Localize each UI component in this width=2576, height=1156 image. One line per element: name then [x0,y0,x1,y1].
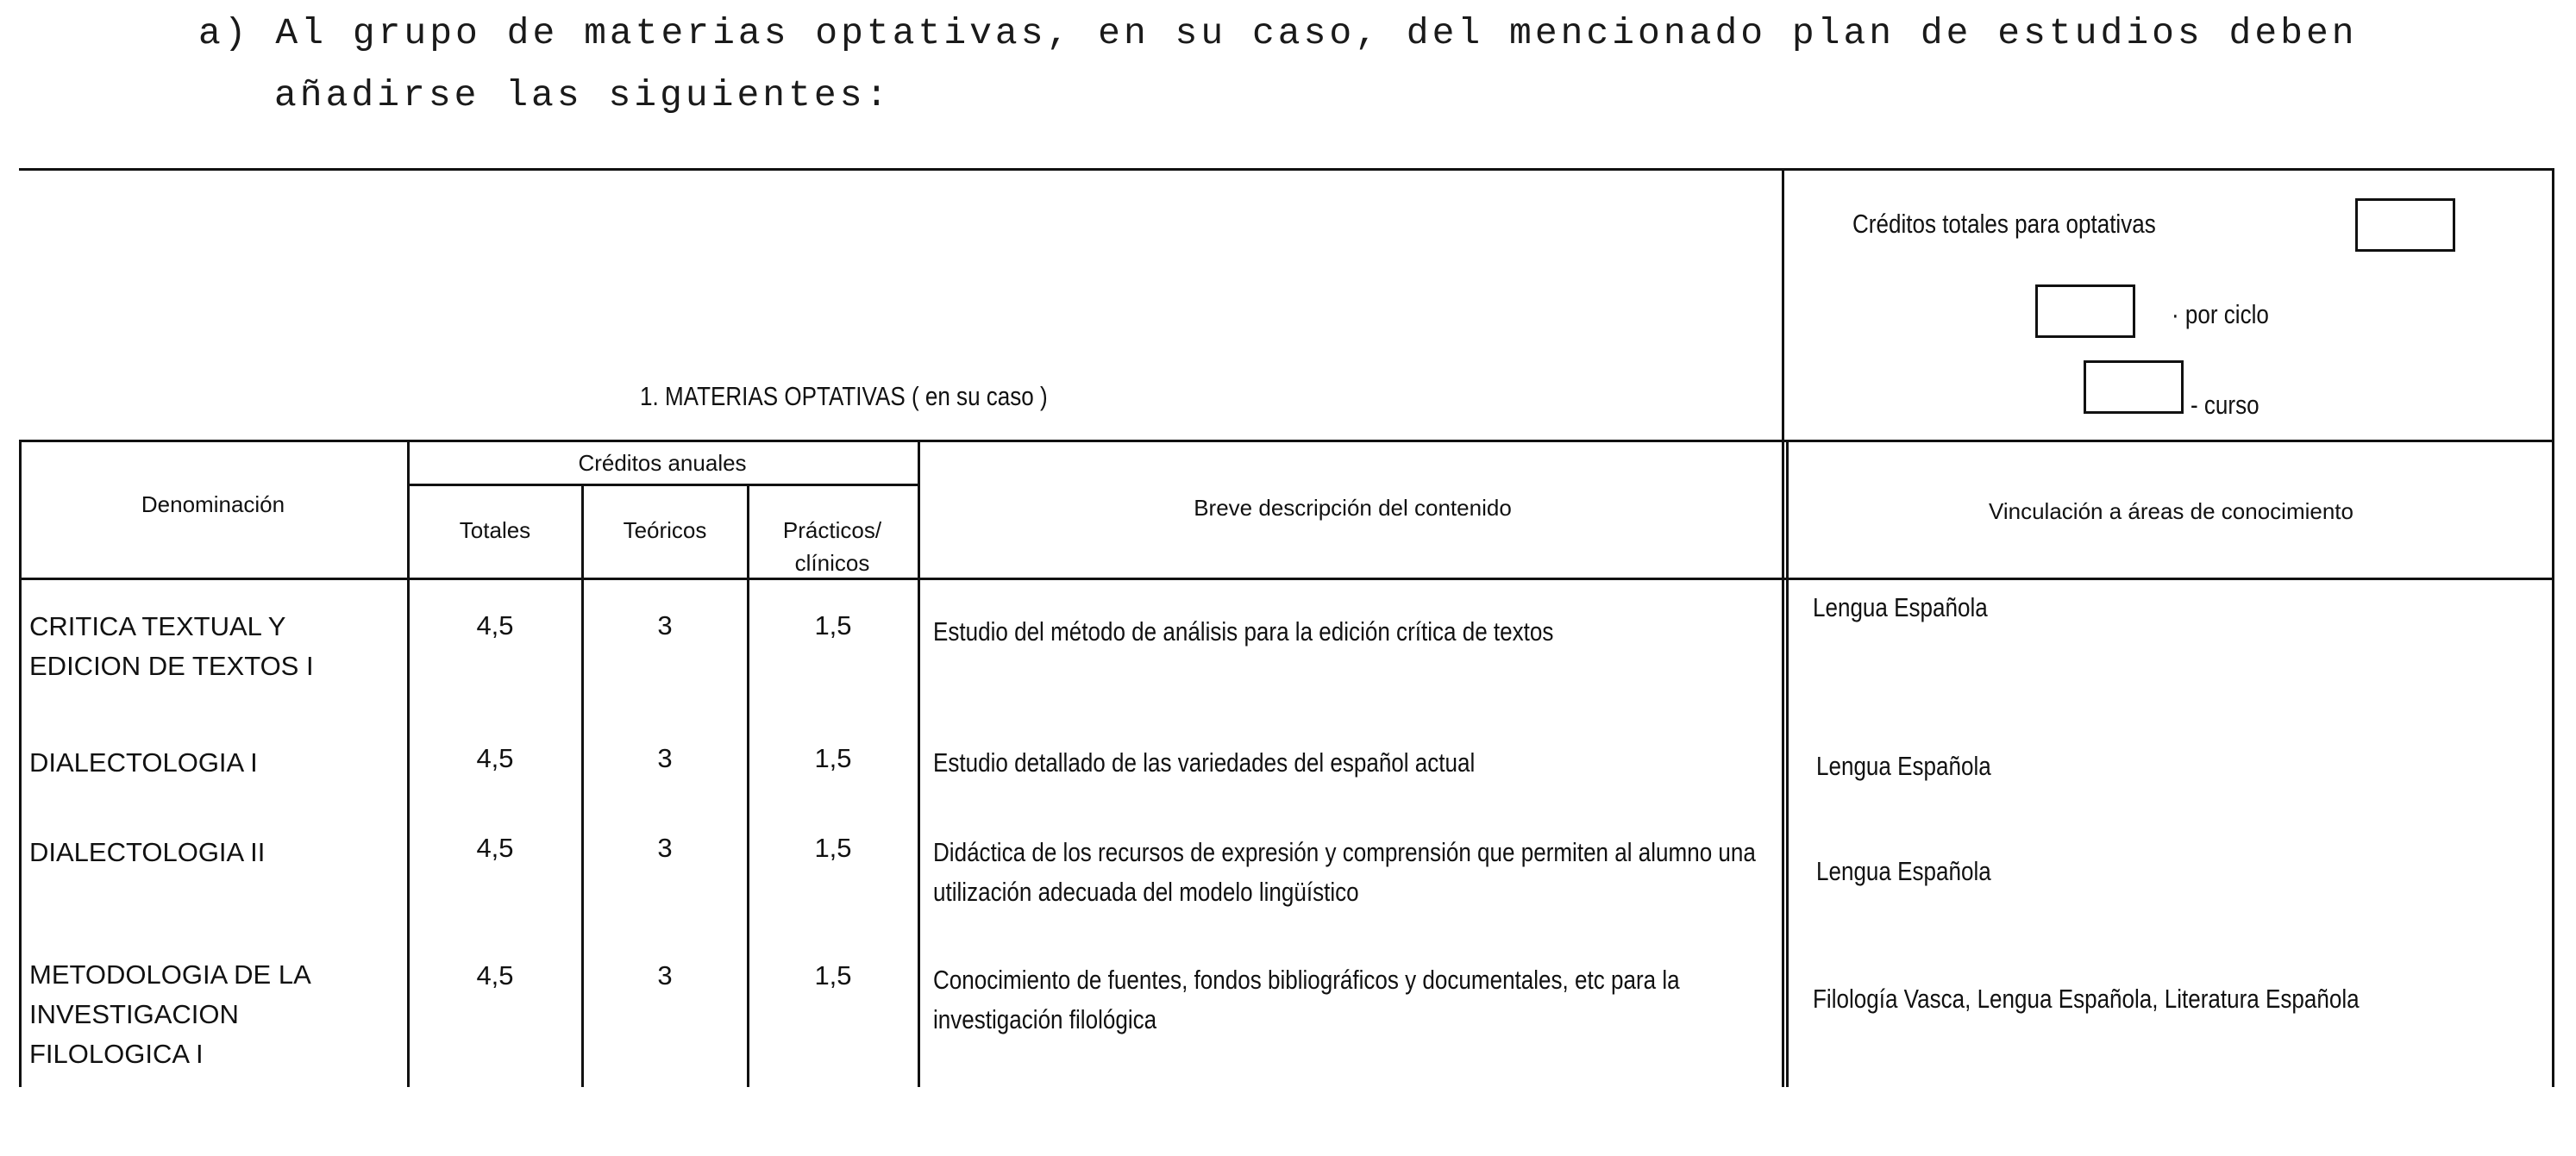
section-title: 1. MATERIAS OPTATIVAS ( en su caso ) [640,381,1048,411]
credits-totales: 4,5 [476,743,514,773]
credits-panel-divider [1782,168,1784,1087]
credits-practicos: 1,5 [814,610,852,640]
knowledge-areas: Lengua Española [1813,592,1988,622]
intro-line-1: a) Al grupo de materias optativas, en su caso, del mencionado plan de estudios deben [198,12,2358,54]
credits-group-underline [407,484,918,486]
subject-description: Estudio detallado de las variedades del español actual [933,747,1476,778]
col-header-denominacion: Denominación [141,491,285,517]
col-header-totales: Totales [459,517,531,543]
subject-name: DIALECTOLOGIA I [29,747,258,778]
col-divider-4 [918,440,920,1087]
col-divider-3 [747,484,749,1087]
col-header-vinculacion: Vinculación a áreas de conocimiento [1988,498,2353,524]
subject-description: Estudio del método de análisis para la edición crítica de textos [933,616,1554,647]
credits-teoricos: 3 [657,743,673,773]
knowledge-areas: Filología Vasca, Lengua Española, Literatura Española [1813,984,2360,1014]
per-cycle-label: · por ciclo [2172,299,2269,329]
table-header-bottom-border [19,578,2554,580]
total-credits-field[interactable] [2355,198,2455,252]
col-header-practicos: Prácticos/ clínicos [782,517,882,576]
intro-line-2: añadirse las siguientes: [274,74,892,116]
table-left-border [19,440,22,1087]
credits-totales: 4,5 [476,833,514,863]
col-header-descripcion: Breve descripción del contenido [1194,495,1512,521]
per-course-label: - curso [2191,390,2259,420]
credits-totales: 4,5 [476,610,514,640]
total-credits-label: Créditos totales para optativas [1852,209,2156,239]
subject-name: METODOLOGIA DE LA INVESTIGACION FILOLOGICA I [29,959,310,1069]
subject-name: CRITICA TEXTUAL Y EDICION DE TEXTOS I [29,611,314,681]
col-divider-5 [1786,440,1789,1087]
per-cycle-field[interactable] [2035,284,2135,338]
credits-practicos: 1,5 [814,743,852,773]
table-header-top-border [19,440,2554,442]
credits-teoricos: 3 [657,610,673,640]
credits-teoricos: 3 [657,960,673,990]
col-header-teoricos: Teóricos [623,517,707,543]
credits-teoricos: 3 [657,833,673,863]
col-divider-2 [581,484,584,1087]
subject-name: DIALECTOLOGIA II [29,837,266,867]
subject-description: Didáctica de los recursos de expresión y comprensión que permiten al alumno una utilización adecuada del modelo lingüístico [933,837,1756,907]
credits-totales: 4,5 [476,960,514,990]
credits-practicos: 1,5 [814,960,852,990]
knowledge-areas: Lengua Española [1816,856,1991,886]
knowledge-areas: Lengua Española [1816,751,1991,781]
subject-description: Conocimiento de fuentes, fondos bibliográficos y documentales, etc para la investigación filológica [933,965,1680,1034]
per-course-field[interactable] [2084,360,2184,414]
credits-practicos: 1,5 [814,833,852,863]
col-header-creditos-anuales: Créditos anuales [578,450,747,476]
